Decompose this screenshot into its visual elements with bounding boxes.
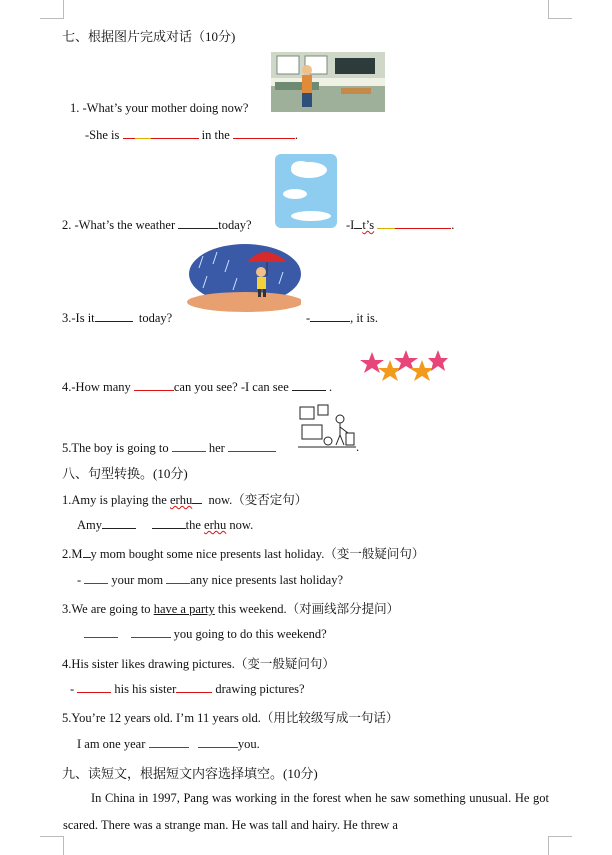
q3-line bbox=[62, 310, 172, 326]
q1-question-text: 1. -What’s your mother doing now? bbox=[70, 101, 249, 115]
s3-blank-2[interactable] bbox=[131, 626, 171, 638]
crop-mark-bottom-left-h bbox=[40, 836, 64, 837]
section-8-title: 八、句型转换。(10分) bbox=[62, 466, 188, 481]
boy-cleaning-room-illustration bbox=[296, 403, 358, 451]
s4-line: 4.His sister likes drawing pictures.（变一般疑问句） bbox=[62, 657, 335, 671]
q3-blank-1[interactable] bbox=[95, 310, 133, 322]
s3-instruction: this weekend.（对画线部分提问） bbox=[217, 602, 400, 616]
q4-question-mid: can you see? -I can see bbox=[173, 380, 289, 394]
q5-blank-1[interactable] bbox=[172, 440, 206, 452]
rainy-girl-umbrella-illustration bbox=[183, 242, 301, 314]
q4-question-text: 4.-How many bbox=[62, 380, 131, 394]
s3-text: 3.We are going to bbox=[62, 602, 151, 616]
s4-blank-1[interactable] bbox=[77, 681, 111, 693]
s4-blank-2[interactable] bbox=[176, 681, 212, 693]
cloudy-sky-illustration bbox=[275, 154, 337, 228]
s1-answer-now: now. bbox=[229, 518, 254, 532]
reading-paragraph: In China in 1997, Pang was working in the forest when he saw something unusual. He got scared. There was a strange man. He was tall and hairy. He threw a bbox=[63, 791, 549, 832]
q5-question-mid: her bbox=[208, 441, 225, 455]
s2-text-m: 2.M bbox=[62, 547, 83, 561]
s4-answer-lead: - bbox=[70, 682, 75, 696]
s1-erhu: erhu bbox=[169, 493, 193, 507]
q5-blank-2[interactable] bbox=[228, 440, 276, 452]
s5-answer-line bbox=[77, 736, 260, 752]
s2-line bbox=[62, 544, 424, 562]
s5-blank-2[interactable] bbox=[198, 736, 238, 748]
q5-line bbox=[62, 440, 276, 456]
stars-illustration bbox=[360, 340, 448, 386]
q2-blank-3a[interactable] bbox=[377, 217, 395, 229]
q3-blank-2[interactable] bbox=[310, 310, 350, 322]
q1-answer-line bbox=[85, 127, 298, 143]
q3-answer-end: , it is. bbox=[350, 311, 378, 325]
s2-answer-lead: - bbox=[77, 573, 82, 587]
s4-answer-line bbox=[70, 681, 305, 697]
s2-answer-end: any nice presents last holiday? bbox=[190, 573, 344, 587]
mother-kitchen-illustration bbox=[271, 52, 385, 112]
s2-answer-line bbox=[77, 572, 343, 588]
q1-blank-1a[interactable] bbox=[123, 127, 135, 139]
s1-line bbox=[62, 490, 307, 508]
q3-question-end: today? bbox=[138, 311, 173, 325]
q1-blank-1b[interactable] bbox=[135, 127, 151, 139]
s3-answer-end: you going to do this weekend? bbox=[173, 627, 327, 641]
s5-blank-1[interactable] bbox=[149, 736, 189, 748]
q2-answer-end: . bbox=[451, 218, 455, 232]
s2-blank-2[interactable] bbox=[166, 572, 190, 584]
q1-blank-2[interactable] bbox=[233, 127, 295, 139]
s4-answer-end: drawing pictures? bbox=[215, 682, 305, 696]
crop-mark-top-left-v bbox=[63, 0, 64, 18]
q1-blank-1c[interactable] bbox=[151, 127, 199, 139]
crop-mark-top-right-h bbox=[548, 18, 572, 19]
q1-answer-lead: -She is bbox=[85, 128, 120, 142]
q3-question-text: 3.-Is it bbox=[62, 311, 95, 325]
s4-answer-mid: his his sister bbox=[114, 682, 177, 696]
s3-answer-line bbox=[84, 626, 327, 642]
s1-answer-the: the bbox=[185, 518, 201, 532]
q3-answer-line bbox=[306, 310, 378, 326]
q2-question-text: 2. -What’s the weather bbox=[62, 218, 176, 232]
s1-text: 1.Amy is playing the bbox=[62, 493, 167, 507]
q2-question-end: today? bbox=[218, 218, 252, 232]
s1-blank-1[interactable] bbox=[102, 517, 136, 529]
s1-answer-line bbox=[77, 517, 253, 533]
s3-underlined-phrase: have a party bbox=[153, 602, 215, 616]
s1-erhu-underline bbox=[192, 492, 202, 504]
q4-question-end: . bbox=[329, 380, 333, 394]
s3-blank-1[interactable] bbox=[84, 626, 118, 638]
s1-answer-erhu: erhu bbox=[204, 518, 227, 532]
s2-blank-1[interactable] bbox=[84, 572, 108, 584]
q1-question bbox=[70, 101, 248, 116]
section-9-title: 九、读短文，根据短文内容选择填空。(10分) bbox=[62, 766, 318, 781]
crop-mark-top-right-v bbox=[548, 0, 549, 18]
q2-line bbox=[62, 217, 252, 233]
s2-underline bbox=[83, 546, 91, 558]
q5-question-text: 5.The boy is going to bbox=[62, 441, 169, 455]
crop-mark-bottom-right-h bbox=[548, 836, 572, 837]
q1-answer-end: . bbox=[294, 128, 298, 142]
q3-answer-lead: - bbox=[306, 311, 311, 325]
s1-blank-2[interactable] bbox=[152, 517, 186, 529]
s3-line bbox=[62, 599, 399, 617]
s5-answer-lead: I am one year bbox=[77, 737, 146, 751]
crop-mark-top-left-h bbox=[40, 18, 64, 19]
q2-answer-its: t’s bbox=[362, 218, 375, 232]
q2-answer-line bbox=[346, 217, 454, 233]
s5-line: 5.You’re 12 years old. I’m 11 years old.（用比较级写成一句话） bbox=[62, 711, 399, 725]
s2-text: y mom bought some nice presents last holiday.（变一般疑问句） bbox=[90, 547, 425, 561]
q4-blank-2[interactable] bbox=[292, 379, 326, 391]
s1-answer-amy: Amy bbox=[77, 518, 102, 532]
q2-answer-lead: -I bbox=[346, 218, 355, 232]
section-7-title: 七、根据图片完成对话（10分) bbox=[62, 29, 236, 44]
q4-blank-1[interactable] bbox=[134, 379, 174, 391]
s2-answer-mid: your mom bbox=[111, 573, 164, 587]
q5-question-end: . bbox=[356, 440, 360, 454]
s5-answer-end: you. bbox=[237, 737, 260, 751]
q4-line bbox=[62, 379, 332, 395]
q2-blank-3b[interactable] bbox=[395, 217, 451, 229]
s1-instruction: now.（变否定句） bbox=[208, 493, 308, 507]
q1-answer-mid: in the bbox=[201, 128, 230, 142]
q2-blank-1[interactable] bbox=[178, 217, 218, 229]
